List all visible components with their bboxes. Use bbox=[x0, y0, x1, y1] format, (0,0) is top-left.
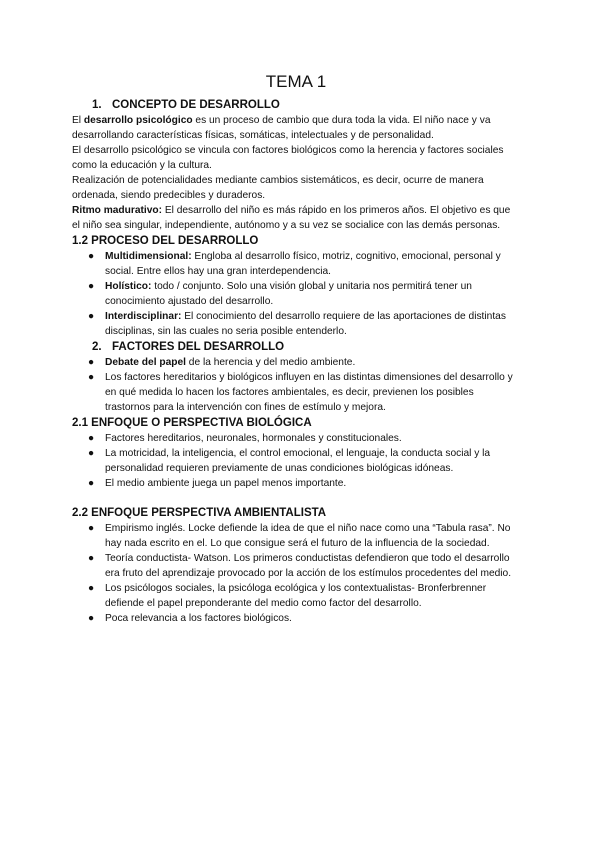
list-item bbox=[72, 446, 520, 476]
bold-term: Debate del papel bbox=[105, 357, 186, 368]
section-2-1-heading: 2.1 ENFOQUE O PERSPECTIVA BIOLÓGICA bbox=[72, 417, 312, 429]
list-item bbox=[72, 249, 520, 279]
bullet-icon: ● bbox=[88, 448, 95, 459]
section-2-2-heading: 2.2 ENFOQUE PERSPECTIVA AMBIENTALISTA bbox=[72, 507, 327, 519]
text-fragment: El desarrollo del niño es más rápido en los primeros años. El objetivo es que el niño sea singular, independiente, autónomo y a su vez se socialice con las demás personas. bbox=[72, 205, 511, 231]
bold-term: Multidimensional: bbox=[105, 251, 192, 262]
section-1-heading bbox=[72, 97, 520, 113]
list-item bbox=[72, 521, 520, 551]
bullet-icon: ● bbox=[88, 281, 95, 292]
paragraph-ritmo-madurativo bbox=[72, 203, 520, 233]
item-text: Engloba al desarrollo físico, motriz, cognitivo, emocional, personal y social. Entre ellos hay una gran interdependencia. bbox=[105, 251, 501, 277]
list-item bbox=[72, 279, 520, 309]
item-text: Factores hereditarios, neuronales, hormonales y constitucionales. bbox=[105, 433, 402, 444]
item-text: El medio ambiente juega un papel menos importante. bbox=[105, 478, 347, 489]
bullet-icon: ● bbox=[88, 553, 95, 564]
bullet-icon: ● bbox=[88, 478, 95, 489]
text-fragment: El bbox=[72, 115, 84, 126]
paragraph-factores: El desarrollo psicológico se vincula con factores biológicos como la herencia y factores sociales como la educación y la cultura. bbox=[72, 145, 504, 171]
paragraph-potencialidades: Realización de potencialidades mediante cambios sistemáticos, es decir, ocurre de manera ordenada, siendo predecibles y duraderos. bbox=[72, 175, 484, 201]
section-1-number: 1. bbox=[92, 99, 102, 111]
section-1-2-heading: 1.2 PROCESO DEL DESARROLLO bbox=[72, 235, 259, 247]
list-item bbox=[72, 431, 520, 446]
item-text: Teoría conductista- Watson. Los primeros conductistas defendieron que todo el desarrollo era fruto del aprendizaje provocado por la acción de los estímulos procedentes del medio. bbox=[105, 553, 512, 579]
list-ambientalista bbox=[72, 521, 520, 626]
item-text: Empirismo inglés. Locke defiende la idea de que el niño nace como una “Tabula rasa”. No hay nada escrito en el. Lo que consigue será el futuro de la influencia de la sociedad. bbox=[105, 523, 511, 549]
bullet-icon: ● bbox=[88, 357, 95, 368]
bullet-icon: ● bbox=[88, 433, 95, 444]
list-item bbox=[72, 476, 520, 491]
paragraph-desarrollo-psicologico bbox=[72, 113, 520, 143]
bold-term: Interdisciplinar: bbox=[105, 311, 182, 322]
list-item bbox=[72, 355, 520, 370]
bullet-icon: ● bbox=[88, 523, 95, 534]
section-2-title: FACTORES DEL DESARROLLO bbox=[112, 341, 285, 353]
list-item bbox=[72, 551, 520, 581]
item-text: El conocimiento del desarrollo requiere de las aportaciones de distintas disciplinas, sin las cuales no seria posible entenderlo. bbox=[105, 311, 506, 337]
list-biologica bbox=[72, 431, 520, 491]
bullet-icon: ● bbox=[88, 311, 95, 322]
bullet-icon: ● bbox=[88, 583, 95, 594]
section-1-title: CONCEPTO DE DESARROLLO bbox=[112, 99, 280, 111]
list-item bbox=[72, 581, 520, 611]
bullet-icon: ● bbox=[88, 372, 95, 383]
list-item bbox=[72, 309, 520, 339]
item-text: Los psicólogos sociales, la psicóloga ecológica y los contextualistas- Bronferbrenner defiende el papel preponderante del medio como factor del desarrollo. bbox=[105, 583, 487, 609]
item-text: La motricidad, la inteligencia, el control emocional, el lenguaje, la conducta social y la personalidad requieren previamente de unas condiciones biológicas idóneas. bbox=[105, 448, 491, 474]
document-content bbox=[72, 70, 520, 626]
text-fragment: es un proceso de cambio que dura toda la vida. El niño nace y va desarrollando características físicas, somáticas, intelectuales y de personalidad. bbox=[72, 115, 491, 141]
list-factores bbox=[72, 355, 520, 415]
list-item bbox=[72, 611, 520, 626]
bold-term: Ritmo madurativo: bbox=[72, 205, 162, 216]
spacer bbox=[72, 491, 520, 505]
list-item bbox=[72, 370, 520, 415]
page-title: TEMA 1 bbox=[265, 72, 327, 91]
bold-term: desarrollo psicológico bbox=[83, 115, 193, 126]
bullet-icon: ● bbox=[88, 613, 95, 624]
section-2-heading bbox=[72, 339, 520, 355]
item-text: Poca relevancia a los factores biológicos. bbox=[105, 613, 292, 624]
bullet-icon: ● bbox=[88, 251, 95, 262]
bold-term: Holístico: bbox=[105, 281, 152, 292]
item-text: todo / conjunto. Solo una visión global y unitaria nos permitirá tener un conocimiento ajustado del desarrollo. bbox=[105, 281, 472, 307]
item-text: Los factores hereditarios y biológicos influyen en las distintas dimensiones del desarrollo y en qué medida lo hacen los factores ambientales, es decir, previenen los posibles trastornos para la intervención con fines de estímulo y mejora. bbox=[105, 372, 513, 413]
list-proceso bbox=[72, 249, 520, 339]
section-2-number: 2. bbox=[92, 341, 102, 353]
item-text: de la herencia y del medio ambiente. bbox=[185, 357, 356, 368]
